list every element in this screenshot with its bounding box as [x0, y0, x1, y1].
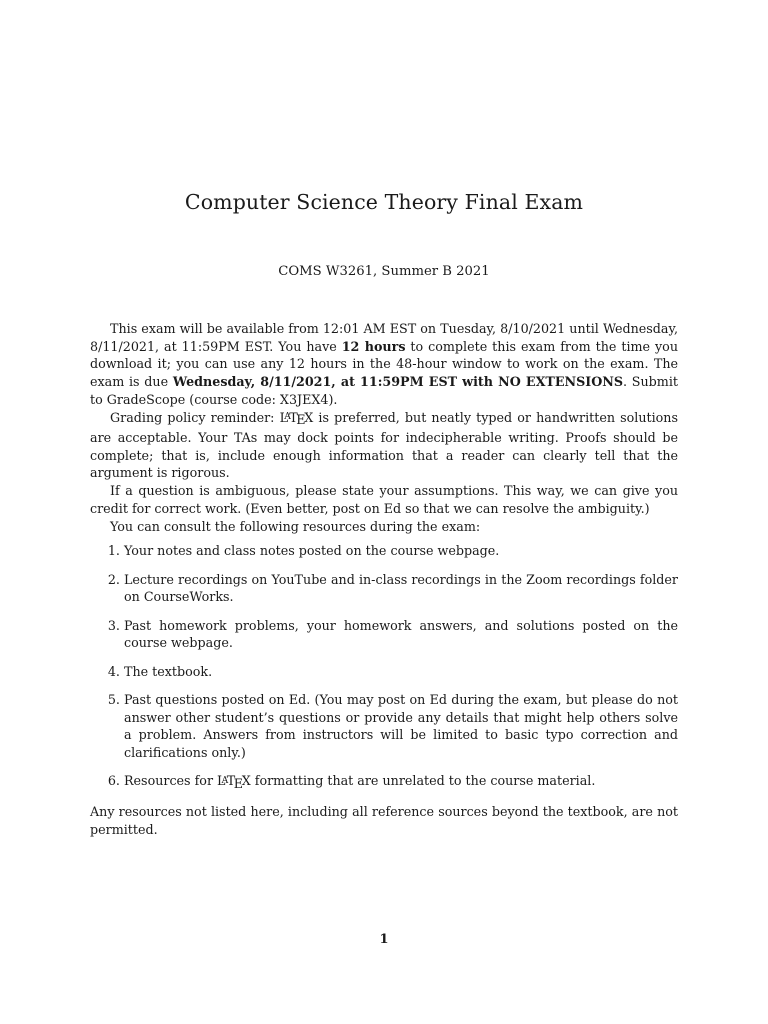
ambiguity-paragraph: If a question is ambiguous, please state your assumptions. This way, we can give you credit for correct work. (Even better, post on Ed so that we can resolve the ambiguity.) — [90, 483, 678, 516]
exam-title: Computer Science Theory Final Exam — [184, 190, 584, 214]
exam-instructions — [90, 320, 678, 839]
list-item: 4. The textbook. — [124, 663, 678, 681]
submission-text: . Submit to GradeScope (course code: X3JEX4). — [90, 374, 678, 407]
latex-logo: LATEX — [217, 773, 251, 791]
list-item-text: Resources for — [124, 773, 218, 789]
resources-intro: You can consult the following resources during the exam: — [110, 518, 481, 534]
list-item: 2. Lecture recordings on YouTube and in-class recordings in the Zoom recordings folder on CourseWorks. — [124, 571, 678, 606]
due-date-emphasis: Wednesday, 8/11/2021, at 11:59PM EST with NO EXTENSIONS — [172, 374, 624, 390]
availability-paragraph — [90, 320, 678, 409]
list-item: 1. Your notes and class notes posted on the course webpage. — [124, 542, 678, 560]
closing-statement: Any resources not listed here, including all reference sources beyond the textbook, are not permitted. — [90, 804, 678, 837]
course-subtitle: COMS W3261, Summer B 2021 — [278, 264, 490, 279]
latex-logo: LATEX — [279, 409, 314, 428]
availability-text: This exam will be available from 12:01 AM EST on Tuesday, 8/10/2021 until Wednesday, 8/11/2021, at 11:59PM EST. You have — [90, 321, 678, 354]
grading-policy-intro: Grading policy reminder: — [110, 409, 280, 425]
list-item: 5. Past questions posted on Ed. (You may post on Ed during the exam, but please do not answer other student’s questions or provide any details that might help others solve a problem. Answers from instructors will be limited to basic typo correction and clarifications only.) — [124, 691, 678, 762]
list-item-text-2: formatting that are unrelated to the course material. — [250, 773, 596, 789]
page-number: 1 — [379, 932, 389, 947]
grading-policy-text: is preferred, but neatly typed or handwritten solutions are acceptable. Your TAs may dock points for indecipherable writing. Proofs should be complete; that is, include enough information that a reader can clearly tell that the argument is rigorous. — [90, 409, 678, 481]
availability-text-2: to complete this exam from the time you download it; you can use any 12 hours in the 48-hour window to work on the exam. The exam is due — [90, 338, 678, 390]
resources-list — [90, 542, 678, 792]
time-limit-emphasis: 12 hours — [341, 338, 406, 354]
list-item: 3. Past homework problems, your homework answers, and solutions posted on the course webpage. — [124, 617, 678, 652]
grading-policy-paragraph — [90, 409, 678, 483]
list-item — [124, 772, 678, 792]
